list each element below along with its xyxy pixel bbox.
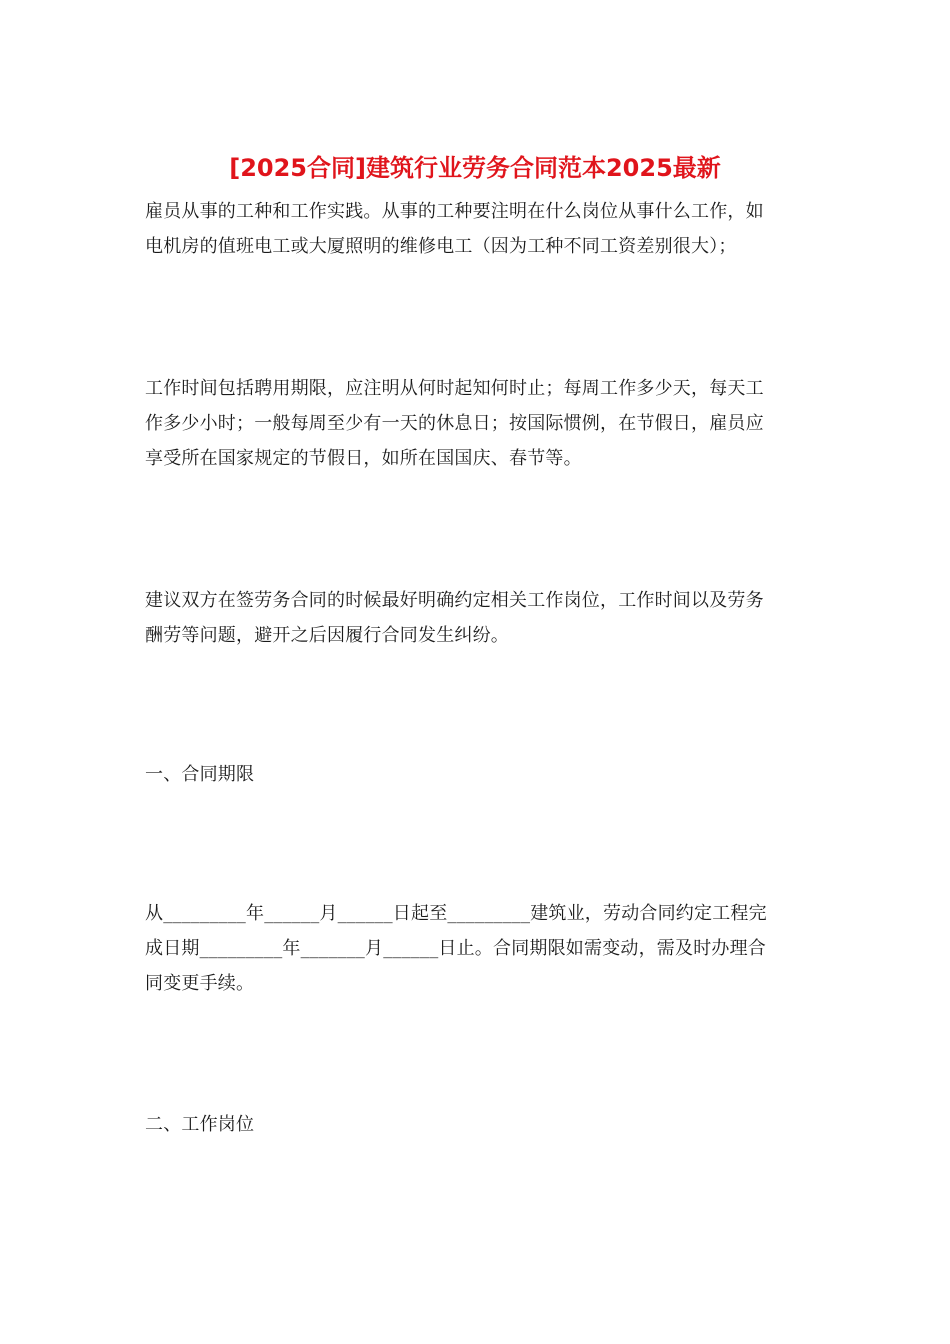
section-heading-text: 一、合同期限 [145, 764, 255, 785]
paragraph-line: 电机房的值班电工或大厦照明的维修电工（因为工种不同工资差别很大）； [145, 236, 737, 257]
paragraph-contract-term [145, 896, 800, 1001]
paragraph-line: 同变更手续。 [145, 973, 255, 994]
paragraph-line: 建议双方在签劳务合同的时候最好明确约定相关工作岗位，工作时间以及劳务 [145, 590, 764, 611]
paragraph-job-type [145, 194, 800, 264]
paragraph-line: 雇员从事的工种和工作实践。从事的工种要注明在什么岗位从事什么工作，如 [145, 201, 764, 222]
paragraph-line: 作多少小时；一般每周至少有一天的休息日；按国际惯例，在节假日，雇员应 [145, 413, 764, 434]
section-heading-text: 二、工作岗位 [145, 1114, 255, 1135]
paragraph-advice [145, 583, 800, 653]
paragraph-line: 酬劳等问题，避开之后因履行合同发生纠纷。 [145, 625, 509, 646]
paragraph-line: 工作时间包括聘用期限，应注明从何时起知何时止；每周工作多少天，每天工 [145, 378, 764, 399]
paragraph-line: 成日期_________年_______月______日止。合同期限如需变动，需及时办理合 [145, 938, 766, 959]
section-heading-contract-term [145, 757, 800, 792]
paragraph-line: 享受所在国家规定的节假日，如所在国国庆、春节等。 [145, 448, 582, 469]
paragraph-line: 从_________年______月______日起至_________建筑业，劳动合同约定工程完 [145, 903, 767, 924]
document-title: [2025合同]建筑行业劳务合同范本2025最新 [229, 154, 721, 182]
paragraph-working-hours [145, 371, 800, 476]
section-heading-job-position [145, 1107, 800, 1142]
